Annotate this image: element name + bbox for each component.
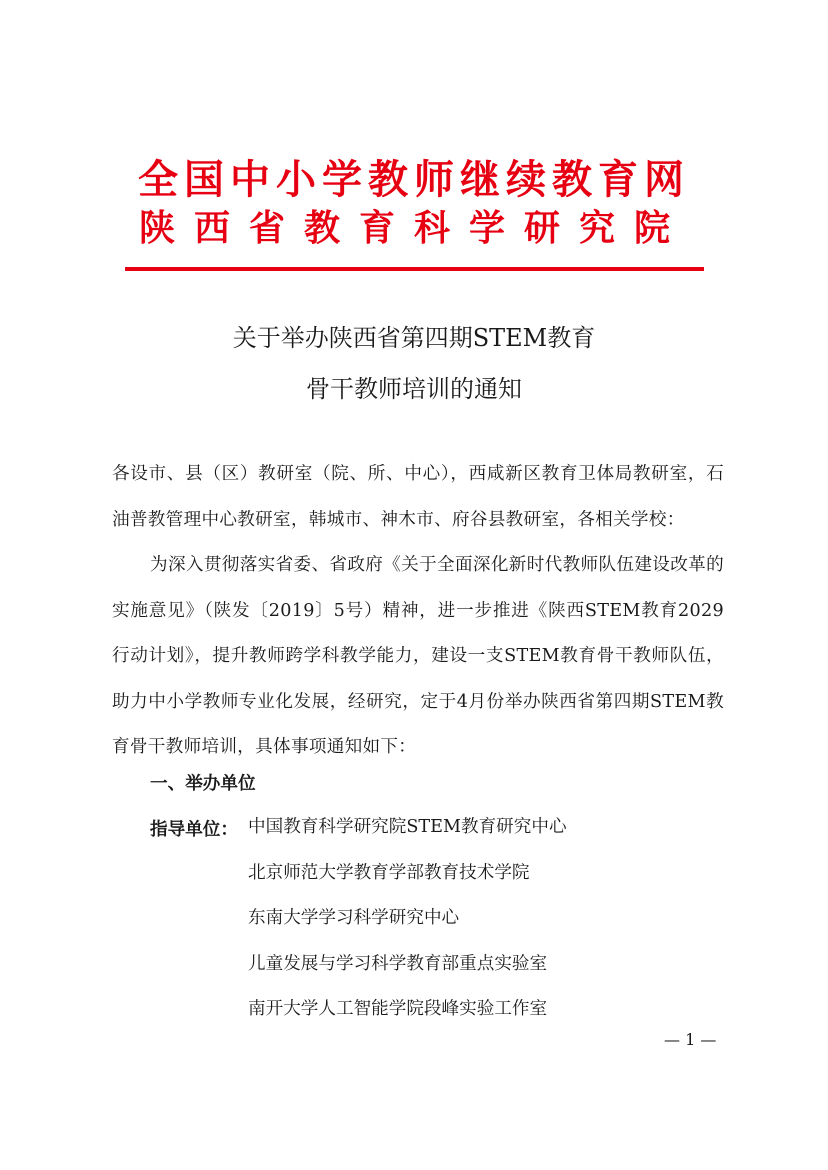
masthead-line-2: 陕西省教育科学研究院 (138, 207, 689, 249)
guide-units-label: 指导单位： (150, 819, 238, 840)
document-title-line-2: 骨干教师培训的通知 (306, 375, 522, 403)
guide-unit-item: 东南大学学习科学研究中心 (248, 908, 460, 929)
guide-unit-item: 北京师范大学教育学部教育技术学院 (248, 862, 530, 883)
guide-units-list (248, 816, 567, 1044)
page-number: — 1 — (664, 1030, 717, 1049)
red-divider-rule (125, 267, 704, 271)
masthead-line-1: 全国中小学教师继续教育网 (138, 156, 690, 203)
body-paragraph: 为深入贯彻落实省委、省政府《关于全面深化新时代教师队伍建设改革的实施意见》（陕发〔2019〕5号）精神，进一步推进《陕西STEM教育2029行动计划》，提升教师跨学科教学能力，建设一支STEM教育骨干教师队伍，助力中小学教师专业化发展，经研究，定于4月份举办陕西省第四期STEM教育骨干教师培训，具体事项通知如下： (112, 555, 724, 758)
guide-unit-item: 中国教育科学研究院STEM教育研究中心 (248, 817, 567, 837)
salutation-paragraph: 各设市、县（区）教研室（院、所、中心），西咸新区教育卫体局教研室，石油普教管理中心教研室，韩城市、神木市、府谷县教研室，各相关学校： (112, 464, 724, 530)
guide-unit-item: 儿童发展与学习科学教育部重点实验室 (248, 953, 548, 974)
guide-unit-item: 南开大学人工智能学院段峰实验工作室 (248, 999, 548, 1020)
document-title-line-1: 关于举办陕西省第四期STEM教育 (232, 324, 596, 352)
section-heading-organizers: 一、举办单位 (150, 773, 256, 794)
